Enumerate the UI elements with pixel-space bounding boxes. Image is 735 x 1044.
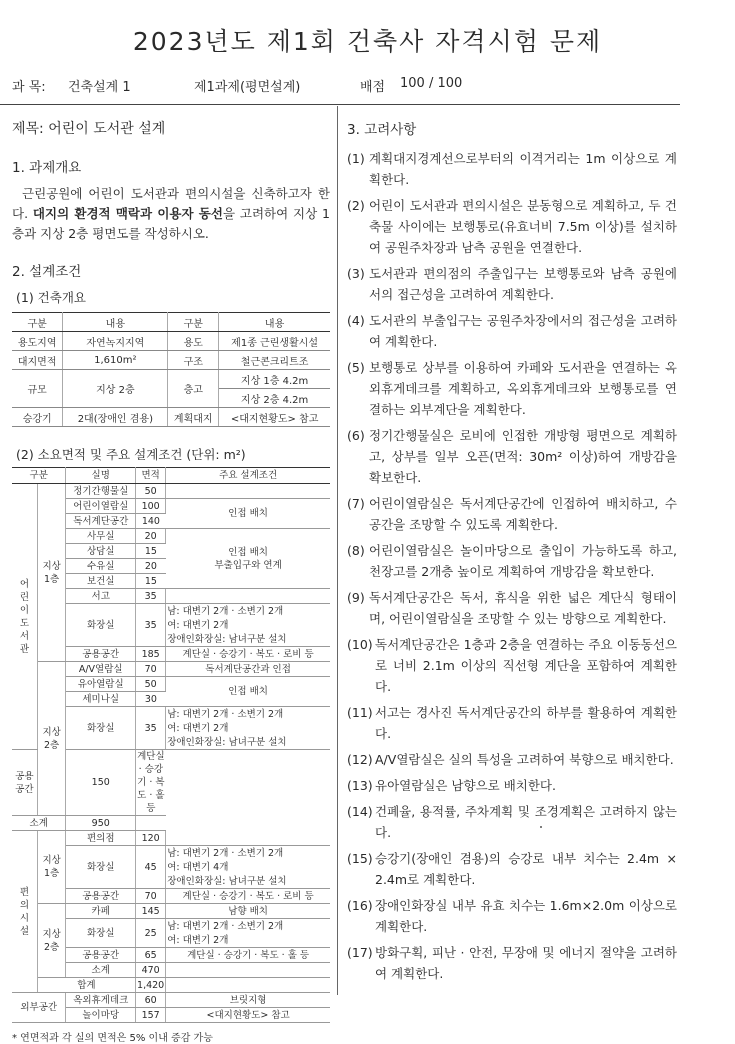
floor-label: 지상 2층 — [42, 928, 61, 953]
floor-lib-1 — [37, 484, 66, 662]
section2-heading: 2. 설계조건 — [12, 264, 82, 280]
item-text: 도서관의 부출입구는 공원주차장에서의 접근성을 고려하여 계획한다. — [369, 313, 677, 349]
room-area: 25 — [136, 919, 166, 948]
table-header: 내용 — [219, 313, 330, 332]
room-area: 35 — [136, 604, 166, 647]
room-name: 카페 — [66, 904, 136, 919]
room-cond: 여: 대변기 2개 — [167, 722, 229, 734]
room-cond: <대지현황도> 참고 — [166, 1008, 330, 1023]
item-text: 보행통로 상부를 이용하여 카페와 도서관을 연결하는 옥외휴게데크를 계획하고, 옥외휴게데크와 보행통로를 연결하는 외부계단을 계획한다. — [369, 360, 677, 417]
room-cond: 인접 배치 — [166, 499, 330, 529]
list-item — [347, 749, 677, 770]
room-cond — [166, 589, 330, 604]
group-library-label: 어린이 도서관 — [19, 578, 30, 655]
room-area: 150 — [66, 750, 136, 816]
item-text: 어린이열람실은 독서계단공간에 인접하여 배치하고, 수공간을 조망할 수 있도록 계획한다. — [369, 496, 677, 532]
table-header: 실명 — [66, 468, 136, 484]
page-title: 2023년도 제1회 건축사 자격시험 문제 — [132, 27, 603, 56]
subtotal-value: 470 — [136, 963, 166, 978]
room-name: 공용공간 — [66, 647, 136, 662]
item-number: (2) — [347, 198, 365, 213]
room-cond: 장애인화장실: 남녀구분 설치 — [166, 874, 330, 889]
item-number: (14) — [347, 804, 373, 819]
room-name: 어린이열람실 — [66, 499, 136, 514]
room-cond: 여: 대변기 2개 — [166, 933, 330, 948]
room-area: 185 — [136, 647, 166, 662]
table-cell: 지상 2층 4.2m — [219, 389, 330, 408]
table-row — [12, 313, 330, 332]
right-column — [347, 118, 677, 989]
group-exterior: 외부공간 — [12, 993, 66, 1023]
room-cond — [166, 978, 330, 993]
room-name: 독서계단공간 — [66, 514, 136, 529]
table-header: 구분 — [12, 468, 66, 484]
item-number: (13) — [347, 778, 373, 793]
room-name: 정기간행물실 — [66, 484, 136, 499]
room-cond — [166, 529, 330, 589]
item-text: 어린이열람실은 놀이마당으로 출입이 가능하도록 하고, 천장고를 2개층 높이로 계획하여 개방감을 확보한다. — [369, 543, 677, 579]
item-text: 승강기(장애인 겸용)의 승강로 내부 치수는 2.4m × 2.4m로 계획한다. — [375, 851, 677, 887]
room-area: 15 — [136, 574, 166, 589]
room-cond: 남: 대변기 2개 · 소변기 2개 — [167, 847, 284, 859]
room-cond — [136, 816, 166, 831]
room-cond: 여: 대변기 4개 — [167, 861, 229, 873]
list-item — [347, 702, 677, 744]
subtotal-label: 소계 — [66, 963, 136, 978]
list-item — [347, 493, 677, 535]
room-area: 15 — [136, 544, 166, 559]
section1-text-bold: 대지의 환경적 맥락과 이용자 동선 — [32, 206, 223, 221]
floor-conv-1 — [37, 831, 66, 904]
room-cond — [166, 963, 330, 978]
list-item — [347, 540, 677, 582]
group-convenience-label: 편의시설 — [19, 886, 30, 937]
section3-heading: 3. 고려사항 — [347, 122, 417, 138]
item-text: 계획대지경계선으로부터의 이격거리는 1m 이상으로 계획한다. — [369, 151, 677, 187]
item-number: (5) — [347, 360, 365, 375]
list-item — [347, 895, 677, 937]
table-cell: 철근콘크리트조 — [219, 351, 330, 370]
room-name: 놀이마당 — [66, 1008, 136, 1023]
subject-label: 과 목: — [12, 80, 46, 95]
subtotal-value: 950 — [66, 816, 136, 831]
list-item — [347, 942, 677, 984]
total-label: 합계 — [37, 978, 135, 993]
total-value: 1,420 — [137, 979, 165, 991]
table-row — [12, 484, 330, 499]
room-area: 70 — [136, 662, 166, 677]
room-name: 화장실 — [66, 604, 136, 647]
table-cell: 지상 2층 — [63, 370, 168, 408]
room-cond: 계단실 · 승강기 · 복도 · 로비 등 — [166, 647, 330, 662]
table-row — [12, 332, 330, 351]
room-name: 공용공간 — [12, 750, 37, 816]
room-area: 65 — [136, 948, 166, 963]
room-name: 세미나실 — [66, 692, 136, 707]
list-item — [347, 775, 677, 796]
section1-text-b: 을 고려하여 지상 1층과 지상 2층 평면도를 작성하시오. — [12, 206, 330, 241]
item-text: A/V열람실은 실의 특성을 고려하여 북향으로 배치한다. — [375, 752, 674, 767]
subtotal-label: 소계 — [12, 816, 66, 831]
table-cell: 규모 — [12, 370, 63, 408]
room-name: 서고 — [66, 589, 136, 604]
item-text: 유아열람실은 남향으로 배치한다. — [375, 778, 556, 793]
cond-line: 인접 배치 — [228, 546, 268, 558]
table-row — [12, 370, 330, 389]
item-number: (3) — [347, 266, 365, 281]
floor-label: 지상 1층 — [42, 855, 61, 879]
room-name: 상담실 — [66, 544, 136, 559]
room-cond: 계단실 · 승강기 · 복도 · 홀 등 — [137, 751, 165, 814]
room-area: 120 — [136, 831, 166, 846]
table-header: 구분 — [12, 313, 63, 332]
room-area: 50 — [136, 484, 166, 499]
item-number: (6) — [347, 428, 365, 443]
group-library — [12, 484, 37, 750]
overview-subheading: (1) 건축개요 — [16, 290, 86, 305]
item-number: (9) — [347, 590, 365, 605]
table-row — [12, 904, 330, 919]
list-item — [347, 425, 677, 488]
room-name: 공용공간 — [66, 948, 136, 963]
room-area: 60 — [136, 993, 166, 1008]
stray-mark — [540, 826, 542, 828]
floor-label: 지상 1층 — [42, 560, 61, 585]
room-name: 유아열람실 — [66, 677, 136, 692]
room-cond: 남: 대변기 2개 · 소변기 2개 — [167, 920, 284, 932]
room-area: 100 — [136, 499, 166, 514]
room-name: 화장실 — [66, 846, 136, 889]
cond-line: 부출입구와 연계 — [214, 559, 282, 571]
table-header: 구분 — [168, 313, 219, 332]
table-cell: 용도지역 — [12, 332, 63, 351]
room-area: 20 — [136, 559, 166, 574]
table-row — [12, 831, 330, 846]
table-cell: <대지현황도> 참고 — [219, 408, 330, 427]
table-row — [12, 468, 330, 484]
task-label: 제1과제(평면설계) — [194, 80, 301, 95]
table-cell: 구조 — [168, 351, 219, 370]
list-item — [347, 195, 677, 258]
item-number: (7) — [347, 496, 365, 511]
list-item — [347, 634, 677, 697]
score-value: 100 / 100 — [400, 76, 463, 91]
room-name: 수유실 — [66, 559, 136, 574]
table-cell: 1,610m² — [63, 351, 168, 370]
list-item — [347, 148, 677, 190]
table-cell: 계획대지 — [168, 408, 219, 427]
item-text: 방화구획, 피난 · 안전, 무장애 및 에너지 절약을 고려하여 계획한다. — [375, 945, 677, 981]
room-cond: 독서계단공간과 인접 — [166, 662, 330, 677]
table-cell: 승강기 — [12, 408, 63, 427]
room-cond: 계단실 · 승강기 · 복도 · 로비 등 — [166, 889, 330, 904]
room-area: 20 — [136, 529, 166, 544]
item-text: 독서계단공간은 1층과 2층을 연결하는 주요 이동동선으로 너비 2.1m 이상의 직선형 계단을 포함하여 계획한다. — [375, 637, 677, 694]
score-label: 배점 — [360, 80, 386, 95]
room-area: 157 — [136, 1008, 166, 1023]
list-item — [347, 848, 677, 890]
room-cond: 브릿지형 — [166, 993, 330, 1008]
subject-value: 건축설계 1 — [68, 80, 131, 95]
item-number: (8) — [347, 543, 365, 558]
list-item — [347, 357, 677, 420]
room-cond: 계단실 · 승강기 · 복도 · 홀 등 — [166, 948, 330, 963]
considerations-list — [347, 148, 677, 984]
item-number: (10) — [347, 637, 373, 652]
section1-text-a: 근린공원에 어린이 도서관과 편의시설을 신축하고자 한다. — [12, 186, 330, 221]
table-header: 내용 — [63, 313, 168, 332]
table-cell: 층고 — [168, 370, 219, 408]
table-cell: 지상 1층 4.2m — [219, 370, 330, 389]
item-number: (12) — [347, 752, 373, 767]
room-cond: 인접 배치 — [166, 677, 330, 707]
item-text: 정기간행물실은 로비에 인접한 개방형 평면으로 계획하고, 상부를 일부 오픈(면적: 30m² 이상)하여 개방감을 확보한다. — [369, 428, 677, 485]
floor-lib-2 — [37, 662, 66, 816]
table-header: 주요 설계조건 — [166, 468, 330, 484]
list-item — [347, 587, 677, 629]
room-name: 화장실 — [66, 707, 136, 750]
room-name: 옥외휴게데크 — [66, 993, 136, 1008]
area-subheading: (2) 소요면적 및 주요 설계조건 (단위: m²) — [16, 447, 246, 462]
group-convenience — [12, 831, 37, 993]
room-name: 공용공간 — [66, 889, 136, 904]
room-name: 사무실 — [66, 529, 136, 544]
item-number: (17) — [347, 945, 373, 960]
table-header: 면적 — [136, 468, 166, 484]
room-cond: 남: 대변기 2개 · 소변기 2개 — [167, 708, 284, 720]
list-item — [347, 801, 677, 843]
floor-label: 지상 2층 — [42, 726, 61, 751]
room-area: 70 — [136, 889, 166, 904]
column-divider — [337, 106, 338, 995]
item-number: (15) — [347, 851, 373, 866]
room-area: 35 — [136, 707, 166, 750]
table-cell: 대지면적 — [12, 351, 63, 370]
room-area: 140 — [136, 514, 166, 529]
room-area: 35 — [136, 589, 166, 604]
section1-text — [12, 184, 330, 244]
overview-table — [12, 312, 330, 427]
table-cell: 제1종 근린생활시설 — [219, 332, 330, 351]
item-text: 서고는 경사진 독서계단공간의 하부를 활용하여 계획한다. — [375, 705, 677, 741]
area-note: * 연면적과 각 실의 면적은 5% 이내 증감 가능 — [12, 1033, 213, 1044]
room-cond — [166, 831, 330, 846]
item-text: 독서계단공간은 독서, 휴식을 위한 넓은 계단식 형태이며, 어린이열람실을 조망할 수 있는 방향으로 계획한다. — [369, 590, 677, 626]
area-table — [12, 467, 330, 1023]
floor-conv-2 — [37, 904, 66, 978]
table-row — [12, 351, 330, 370]
problem-title: 제목: 어린이 도서관 설계 — [12, 121, 166, 137]
item-number: (1) — [347, 151, 365, 166]
item-number: (16) — [347, 898, 373, 913]
room-name: 화장실 — [66, 919, 136, 948]
item-text: 어린이 도서관과 편의시설은 분동형으로 계획하고, 두 건축물 사이에는 보행통로(유효너비 7.5m 이상)를 설치하여 공원주차장과 남측 공원을 연결한다. — [369, 198, 677, 255]
room-cond: 장애인화장실: 남녀구분 설치 — [166, 735, 330, 750]
table-row — [12, 662, 330, 677]
room-name: 편의점 — [66, 831, 136, 846]
list-item — [347, 310, 677, 352]
table-cell: 2대(장애인 겸용) — [63, 408, 168, 427]
section1-heading: 1. 과제개요 — [12, 160, 82, 176]
table-cell: 자연녹지지역 — [63, 332, 168, 351]
room-area: 30 — [136, 692, 166, 707]
item-text: 장애인화장실 내부 유효 치수는 1.6m×2.0m 이상으로 계획한다. — [375, 898, 677, 934]
room-cond: 장애인화장실: 남녀구분 설치 — [166, 632, 330, 647]
table-row — [12, 408, 330, 427]
room-name: A/V열람실 — [66, 662, 136, 677]
room-cond: 남: 대변기 2개 · 소변기 2개 — [167, 605, 284, 617]
item-number: (11) — [347, 705, 373, 720]
header-rule — [0, 104, 680, 105]
room-name: 보건실 — [66, 574, 136, 589]
room-cond: 여: 대변기 2개 — [167, 619, 229, 631]
list-item — [347, 263, 677, 305]
table-row — [12, 978, 330, 993]
room-area: 50 — [136, 677, 166, 692]
item-text: 건폐율, 용적률, 주차계획 및 조경계획은 고려하지 않는다. — [375, 804, 677, 840]
left-column — [12, 118, 330, 1044]
room-area: 45 — [136, 846, 166, 889]
room-cond — [166, 484, 330, 499]
table-cell: 용도 — [168, 332, 219, 351]
item-number: (4) — [347, 313, 365, 328]
room-area: 145 — [136, 904, 166, 919]
table-row — [12, 816, 330, 831]
item-text: 도서관과 편의점의 주출입구는 보행통로와 남측 공원에서의 접근성을 고려하여 계획한다. — [369, 266, 677, 302]
room-cond: 남향 배치 — [166, 904, 330, 919]
